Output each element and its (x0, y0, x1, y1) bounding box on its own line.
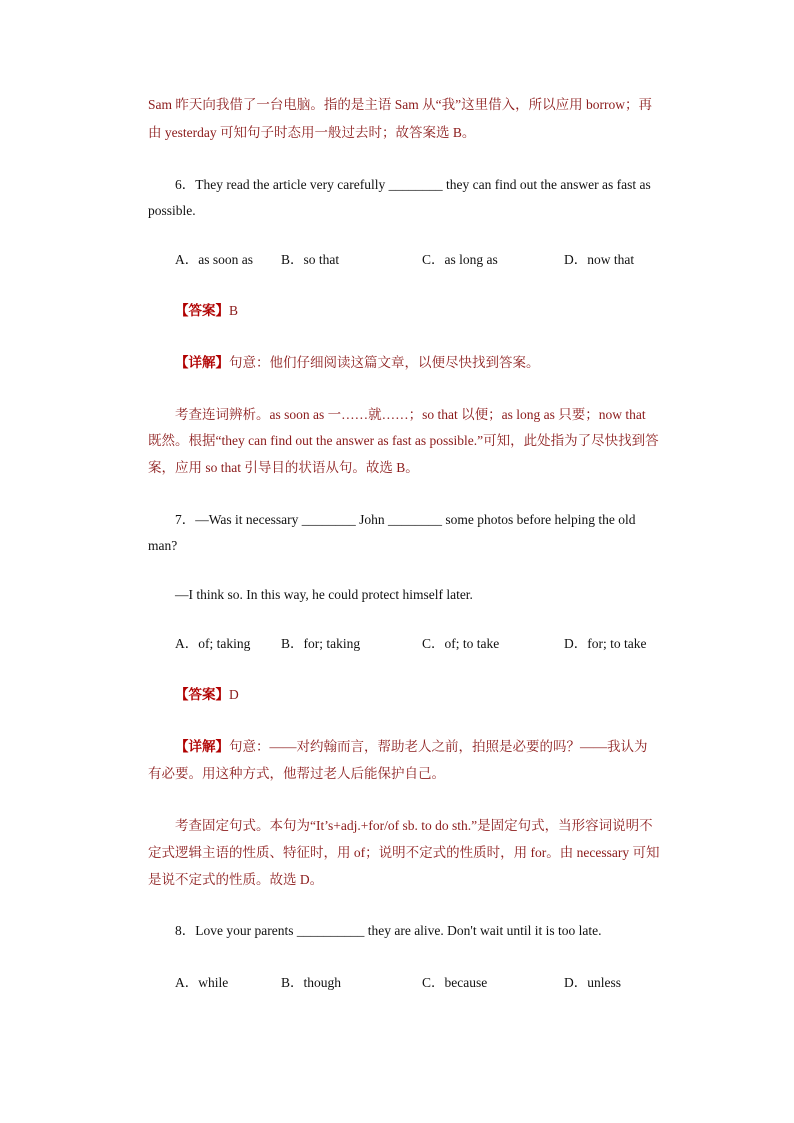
q7-option-a: A．of; taking (175, 636, 251, 651)
detail-line1: 句意：——对约翰而言，帮助老人之前，拍照是必要的吗？——我认为 (229, 739, 648, 754)
q6-analysis-line1: 考查连词辨析。as soon as 一……就……；so that 以便；as long as 只要；now that (175, 407, 646, 422)
q6-option-c: C．as long as (422, 252, 498, 267)
q7-detail-line2: 有必要。用这种方式，他帮过老人后能保护自己。 (148, 766, 445, 781)
q8-option-c: C．because (422, 975, 488, 990)
q6-option-d: D．now that (564, 252, 635, 267)
q7-option-b: B．for; taking (281, 636, 361, 651)
answer-tag: 【答案】 (175, 687, 229, 702)
q6-detail (175, 354, 540, 372)
prev-explanation-line2: 由 yesterday 可知句子时态用一般过去时；故答案选 B。 (148, 125, 476, 140)
q6-option-b: B．so that (281, 252, 340, 267)
q6-option-a: A．as soon as (175, 252, 253, 267)
answer-value: D (229, 687, 239, 702)
detail-tag: 【详解】 (175, 739, 229, 754)
q7-analysis-line3: 是说不定式的性质。故选 D。 (148, 872, 324, 887)
answer-tag: 【答案】 (175, 303, 229, 318)
q6-stem-line1: 6．They read the article very carefully ________ they can find out the answer as fast as (175, 177, 651, 192)
q7-option-c: C．of; to take (422, 636, 500, 651)
q6-analysis-line2: 既然。根据“they can find out the answer as fast as possible.”可知，此处指为了尽快找到答 (148, 433, 659, 448)
q7-analysis-line1: 考查固定句式。本句为“It’s+adj.+for/of sb. to do sth.”是固定句式，当形容词说明不 (175, 818, 653, 833)
q6-answer (175, 302, 238, 320)
q7-analysis-line2: 定式逻辑主语的性质、特征时，用 of；说明不定式的性质时，用 for。由 necessary 可知 (148, 845, 660, 860)
q7-detail (175, 738, 648, 756)
q6-analysis-line3: 案，应用 so that 引导目的状语从句。故选 B。 (148, 460, 419, 475)
detail-tag: 【详解】 (175, 355, 229, 370)
prev-explanation-line1: Sam 昨天向我借了一台电脑。指的是主语 Sam 从“我”这里借入，所以应用 borrow；再 (148, 97, 652, 112)
q7-option-d: D．for; to take (564, 636, 647, 651)
q7-stem-line2: man? (148, 538, 178, 553)
q8-option-d: D．unless (564, 975, 621, 990)
q7-answer (175, 686, 239, 704)
q7-stem-line1: 7．—Was it necessary ________ John ________ some photos before helping the old (175, 512, 636, 527)
q6-stem-line2: possible. (148, 203, 196, 218)
q8-option-a: A．while (175, 975, 229, 990)
q7-stem-line3: —I think so. In this way, he could protect himself later. (175, 587, 473, 602)
answer-value: B (229, 303, 239, 318)
q8-stem-line1: 8．Love your parents __________ they are alive. Don't wait until it is too late. (175, 923, 602, 938)
q8-option-b: B．though (281, 975, 342, 990)
detail-meaning: 句意：他们仔细阅读这篇文章，以便尽快找到答案。 (229, 355, 540, 370)
